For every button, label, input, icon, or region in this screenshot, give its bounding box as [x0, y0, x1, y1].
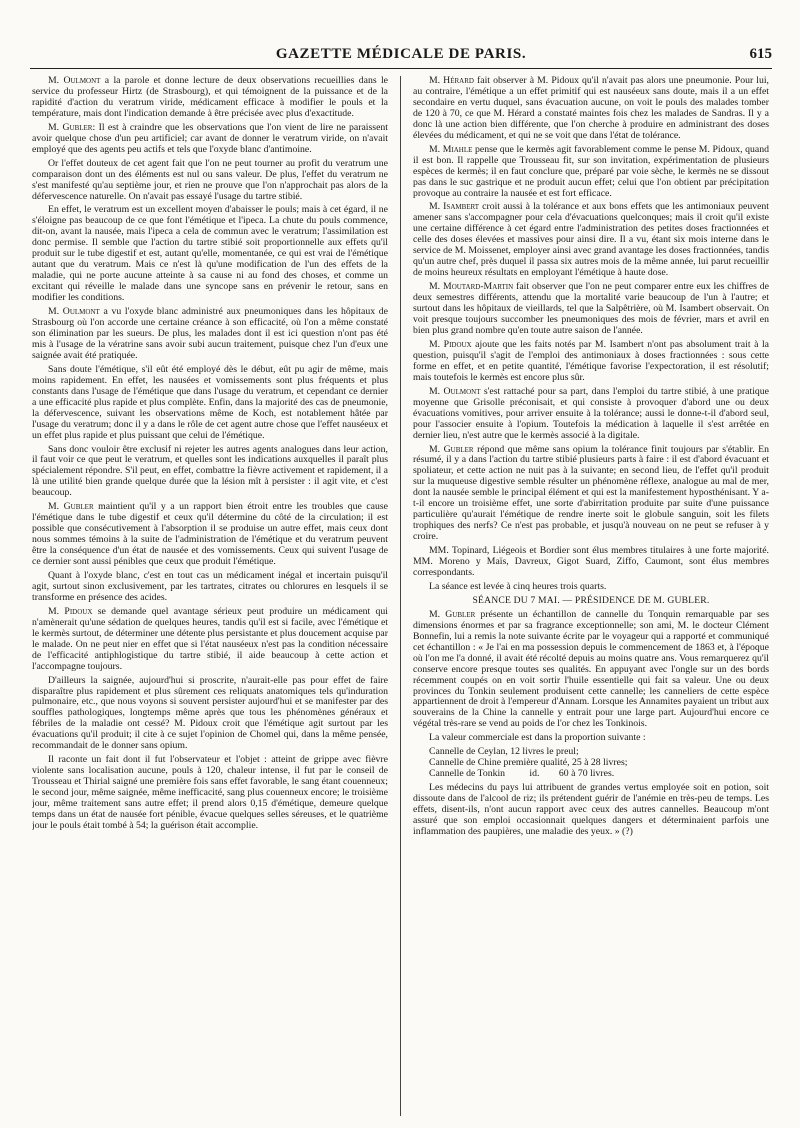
paragraph-text: Sans donc vouloir être exclusif ni rejeter les autres agents analogues dans leur action, il faut voir ce que peut le veratrum, et quelles sont les indications auxquelles il paraît plus spécialement répondre. S'il peut, en effet, combattre la fièvre activement et rapidement, il a là une utilité bien grande quelque durée que la lésion mît à persister : il agit vite, et c'est beaucoup. — [32, 443, 388, 499]
speaker-name: M. Oulmont — [48, 306, 100, 318]
journal-title: GAZETTE MÉDICALE DE PARIS. — [275, 46, 527, 62]
paragraph-text: Quant à l'oxyde blanc, c'est en tout cas un médicament inégal et incertain puisqu'il agit, surtout sinon exclusivement, par les tartrates, citrates ou chlorures en lesquels il se transforme en présence des acides. — [32, 569, 388, 603]
paragraph — [413, 546, 769, 579]
paragraph-text: a la parole et donne lecture de deux observations recueillies dans le service du professeur Hirtz (de Strasbourg), et qui témoignent de la puissance et de la rapidité d'action du veratrum viride, médicament efficace à modifier le pouls et la température, mais dont l'indication demande à être précisée avec plus d'exactitude. — [32, 76, 388, 119]
speaker-name: M. Isambert — [429, 201, 480, 213]
paragraph-text: Or l'effet douteux de cet agent fait que l'on ne peut tourner au profit du veratrum une comparaison dont un des éléments est nul ou sans valeur. De plus, l'effet du veratrum ne s'est manifesté qu'au septième jour, et rien ne prouve que l'on n'approchait pas alors de la défervescence naturelle. On n'avait pas essayé l'usage du tartre stibié. — [32, 157, 388, 202]
paragraph — [32, 445, 388, 500]
speaker-name: M. Hérard — [429, 76, 474, 86]
paragraph-text: pense que le kermès agit favorablement comme le pense M. Pidoux, quand il est bon. Il rappelle que Trousseau fit, sur son invitation, expérimentation de plusieurs espèces de kermès; il en faut conclure que, préparé par voie sèche, le kermès ne se dissout pas dans le suc gastrique et ne produit aucun effet; celui que l'on obtient par précipitation provoque au contraire la nausée et est fort efficace. — [413, 143, 769, 199]
speaker-paragraph — [32, 123, 388, 156]
speaker-name: M. Pidoux — [48, 605, 93, 617]
speaker-name: M. Gubler — [48, 501, 94, 513]
paragraph-text: Sans doute l'émétique, s'il eût été employé dès le début, eût pu agir de même, mais moins rapidement. En effet, les nausées et vomissements sont plus fréquents et plus constants dans l'usage de l'émétique que dans l'usage du veratrum, et cependant ce dernier a une efficacité plus rapide et plus complète. Enfin, dans la majorité des cas de pneumonie, la défervescence, suivant les observations même de Koch, est notablement hâtée par l'usage du veratrum; donc il y a dans le rôle de cet agent autre chose que l'effet nauséeux et un effet plus rapide et plus puissant que celui de l'émétique. — [32, 363, 388, 441]
paragraph-text: se demande quel avantage sérieux peut produire un médicament qui n'amènerait qu'une sédation de quelques heures, tandis qu'il est si facile, avec l'émétique et le kermès surtout, de déterminer une détente plus persistante et plus doucement acquise par le malade. On ne peut nier en effet que si l'état nauséeux n'est pas la condition nécessaire de l'efficacité antiphlogistique du tartre stibié, il aide beaucoup à cette action et l'accompagne toujours. — [32, 605, 388, 672]
speaker-name: M. Gubler — [48, 121, 93, 133]
paragraph-text: croit aussi à la tolérance et aux bons effets que les antimoniaux peuvent amener sans s'accompagner pour cela d'évacuations quelconques; mais il croit qu'il existe une certaine différence à cet égard entre l'administration des petites doses fractionnées et celle des doses élevées et massives pour ainsi dire. Il a vu, étant six mois interne dans le service de M. Moissenet, employer ainsi avec grand avantage les doses fractionnées, tandis qu'un autre chef, près duquel il passa six autres mois de la même année, lui parut recueillir de moins heureux résultats en employant l'émétique à haute dose. — [413, 201, 769, 279]
speaker-name: M. Moutard-Martin — [429, 281, 514, 293]
right-column — [413, 76, 769, 1116]
speaker-paragraph — [413, 610, 769, 730]
speaker-paragraph — [413, 145, 769, 200]
paragraph — [32, 159, 388, 203]
paragraph-text: En effet, le veratrum est un excellent moyen d'abaisser le pouls; mais à cet égard, il ne s'éloigne pas beaucoup de ce que font l'émétique et l'ipeca. La chute du pouls commence, dit-on, avant la nausée, mais l'ipeca a cela de commun avec le veratrum; l'assimilation est donc permise. Il semble que l'action du tartre stibié soit proportionnelle aux effets qu'il produit sur le tube digestif et est, autant qu'elle, momentanée, ce qui est vrai de l'émétique autant que du veratrum. Mais ce n'est là qu'une modification de l'un des effets de la maladie, qui ne porte aucune atteinte à sa cause ni au fond des choses, et comme un excitant qui réveille le malade dans une syncope sans en prévenir le retour, sans en modifier les conditions. — [32, 204, 388, 304]
left-column — [32, 76, 388, 1116]
paragraph-text: fait observer que l'on ne peut comparer entre eux les chiffres de deux semestres différents, attendu que la mortalité varie beaucoup de l'un à l'autre; et surtout dans les hôpitaux de vieillards, tel que la Salpêtrière, où M. Isambert observait. On voit presque toujours succomber les pneumoniques des mois de février, mars et avril en bien plus grand nombre qu'en toute autre saison de l'année. — [413, 281, 769, 336]
speaker-name: M. Miahle — [429, 143, 473, 155]
session-heading: SÉANCE DU 7 MAI. — PRÉSIDENCE DE M. GUBLER. — [472, 594, 710, 606]
speaker-paragraph — [32, 607, 388, 673]
paragraph — [32, 676, 388, 753]
page-header — [30, 46, 772, 69]
speaker-paragraph — [32, 307, 388, 362]
paragraph-text: a vu l'oxyde blanc administré aux pneumoniques dans les hôpitaux de Strasbourg où l'on accorde une certaine créance à son efficacité, où l'on a même constaté son élimination par les sueurs. De plus, les malades dont il est ici question n'ont pas été mis à l'usage de la vératrine sans avoir subi aucun traitement, puisque chez l'un d'eux une saignée avait été pratiquée. — [32, 306, 388, 361]
speaker-paragraph — [413, 445, 769, 544]
paragraph-text: maintient qu'il y a un rapport bien étroit entre les troubles que cause l'émétique dans le tube digestif et ceux qu'il détermine du côté de la circulation; il est possible que consécutivement à l'absorption il se produise un autre effet, mais ceux dont nous sommes témoins à la suite de l'administration de l'émétique et du veratrum peuvent être la conséquence d'un état de nausée et des vomissements. Ceux qui suivent l'usage de ce dernier sont aussi pénibles que ceux que produit l'émétique. — [32, 501, 388, 568]
price-list-item: Cannelle de Ceylan, 12 livres le preul; — [429, 746, 579, 758]
speaker-name: M. Pidoux — [429, 338, 472, 350]
paragraph — [413, 733, 769, 744]
paragraph — [32, 571, 388, 604]
speaker-name: M. Oulmont — [48, 76, 101, 86]
paragraph-text: répond que même sans opium la tolérance finit toujours par s'établir. En résumé, il y a dans l'action du tartre stibié plusieurs parts à faire : il est d'abord évacuant et spoliateur, et cette action ne nuit pas à la suivante; en second lieu, de l'effet qu'il produit sur la muqueuse digestive semble résulter un phénomène réflexe, analogue au mal de mer, dont la nausée semble le principal élément et qui est la manifestement hyposthénisant. Y a-t-il encore un troisième effet, une sorte d'abirritation produite par suite d'une puissance particulière qu'aurait l'émétique de rendre inerte soit le globule sanguin, soit les filets trophiques des nerfs? Ce n'est pas probable, et jusqu'à nouveau on ne peut se refuser à y croire. — [413, 443, 769, 543]
paragraph-text: s'est rattaché pour sa part, dans l'emploi du tartre stibié, à une pratique moyenne que Grisolle préconisait, et qui consiste à provoquer d'abord une ou deux évacuations vomitives, pour arriver ensuite à la tolérance; aussi le donne-t-il d'abord seul, pour l'associer ensuite à l'opium. Toutefois la médication à laquelle il s'est arrêtée en dernier lieu, n'est autre que le kermès associé à la digitale. — [413, 385, 769, 441]
speaker-paragraph — [413, 282, 769, 337]
speaker-name: M. Gubler — [429, 608, 476, 620]
price-list-item: Cannelle de Chine première qualité, 25 à 28 livres; — [429, 757, 628, 769]
paragraph — [413, 582, 769, 593]
speaker-paragraph — [413, 202, 769, 279]
paragraph — [32, 365, 388, 442]
price-list — [413, 747, 769, 780]
speaker-paragraph — [413, 76, 769, 142]
paragraph — [32, 205, 388, 304]
speaker-paragraph — [32, 76, 388, 120]
speaker-paragraph — [413, 340, 769, 384]
speaker-name: M. Gubler — [429, 443, 474, 455]
paragraph: Les médecins du pays lui attribuent de grandes vertus employée soit en potion, soit dissoute dans de l'alcool de riz; ils prétendent guérir de l'anémie en très-peu de temps. Les effets, disent-ils, n'ont aucun rapport avec ceux des autres cannelles. Beaucoup m'ont assuré que son emploi occasionnait quelques dangers et déterminaient parfois une inflammation des paupières, une maladie des yeux. » (?) — [413, 782, 769, 837]
paragraph-text: présente un échantillon de cannelle du Tonquin remarquable par ses dimensions énormes et par sa fragrance exceptionnelle; son ami, M. le docteur Clément Bonnefin, lui a remis la note suivante écrite par le voyageur qui a rapporté et communiqué cet échantillon : « Je l'ai en ma possession depuis le commencement de 1863 et, à l'époque où l'on me l'a donné, il avait été récolté depuis au moins quatre ans. Vous remarquerez qu'il conserve encore presque toutes ses qualités. En appuyant avec l'ongle sur un des bords récemment coupés on en voit sortir l'huile essentielle qui fait sa valeur. Une ou deux provinces du Tonkin seulement produisent cette cannelle; les canneliers de cette espèce appartiennent de droit à l'empereur d'Annam. Lorsque les Annamites payaient un tribut aux souverains de la Chine la cannelle y entrait pour une large part. Aujourd'hui encore ce végétal très-rare se vend au poids de l'or chez les Tonkinois. — [413, 608, 769, 730]
paragraph-text: fait observer à M. Pidoux qu'il n'avait pas alors une pneumonie. Pour lui, au contraire, l'émétique a un effet primitif qui est nauséeux sans doute, mais il a un effet secondaire en vertu duquel, sans évacuation aucune, on voit le pouls des malades tomber de 120 à 70, ce que M. Hérard a constaté maintes fois chez les malades de Sandras. Il y a donc là une action bien différente, que l'on cherche à produire en administrant des doses élevées du médicament, et qui ne se voit que dans l'état de tolérance. — [413, 76, 769, 141]
paragraph-text: La séance est levée à cinq heures trois quarts. — [429, 580, 607, 592]
column-divider — [400, 76, 401, 1116]
paragraph-text: Il raconte un fait dont il fut l'observateur et l'objet : atteint de grippe avec fièvre violente sans localisation aucune, pouls à 120, chaleur intense, il fut par le conseil de Trousseau et Thirial saigné une première fois sans effet favorable, le sang étant couenneux; le second jour, même saignée, même inefficacité, sang plus couenneux encore; le troisième jour, même traitement sans autre effet; il prend alors 0,15 d'émétique, demeure quelque temps dans un état de nausée fort pénible, évacue quelques selles séreuses, et le quatrième jour le pouls était tombé à 54; la guérison était accomplie. — [32, 754, 388, 831]
paragraph — [32, 755, 388, 832]
paragraph-text: : Il est à craindre que les observations que l'on vient de lire ne paraissent avoir quelque chose d'un peu artificiel; car avant de donner le veratrum viride, on n'avait employé que des agents peu actifs et tels que l'oxyde blanc d'antimoine. — [32, 121, 388, 155]
paragraph-text: ajoute que les faits notés par M. Isambert n'ont pas absolument trait à la question, puisqu'il s'agit de l'emploi des antimoniaux à doses fractionnées : sous cette forme en effet, et en petite quantité, l'émétique favorise l'expectoration, il est résolutif; mais toutefois le kermès est encore plus sûr. — [413, 338, 769, 383]
speaker-name: M. Oulmont — [429, 385, 481, 397]
price-list-item: Cannelle de Tonkin id. 60 à 70 livres. — [429, 768, 615, 780]
page-number: 615 — [749, 46, 772, 62]
speaker-paragraph — [413, 387, 769, 442]
paragraph-text: D'ailleurs la saignée, aujourd'hui si proscrite, n'aurait-elle pas pour effet de faire disparaître plus rapidement et plus sûrement ces reliquats anatomiques tels qu'induration pulmonaire, etc., que nous voyons si souvent persister aujourd'hui et se manifester par des souffles pathologiques, longtemps même après que tous les phénomènes généraux et fébriles de la maladie ont cessé? M. Pidoux croit que l'émétique agit surtout par les évacuations qu'il produit; il cite à ce sujet l'opinion de Chomel qui, dans la même pensée, recommandait de le donner sans opium. — [32, 674, 388, 752]
paragraph-text: La valeur commerciale est dans la proportion suivante : — [429, 732, 646, 744]
paragraph-text: MM. Topinard, Liégeois et Bordier sont élus membres titulaires à une forte majorité. MM. Moreno y Maïs, Davreux, Gigot Suard, Ziffo, Caumont, sont élus membres correspondants. — [413, 545, 769, 578]
speaker-paragraph — [32, 502, 388, 568]
